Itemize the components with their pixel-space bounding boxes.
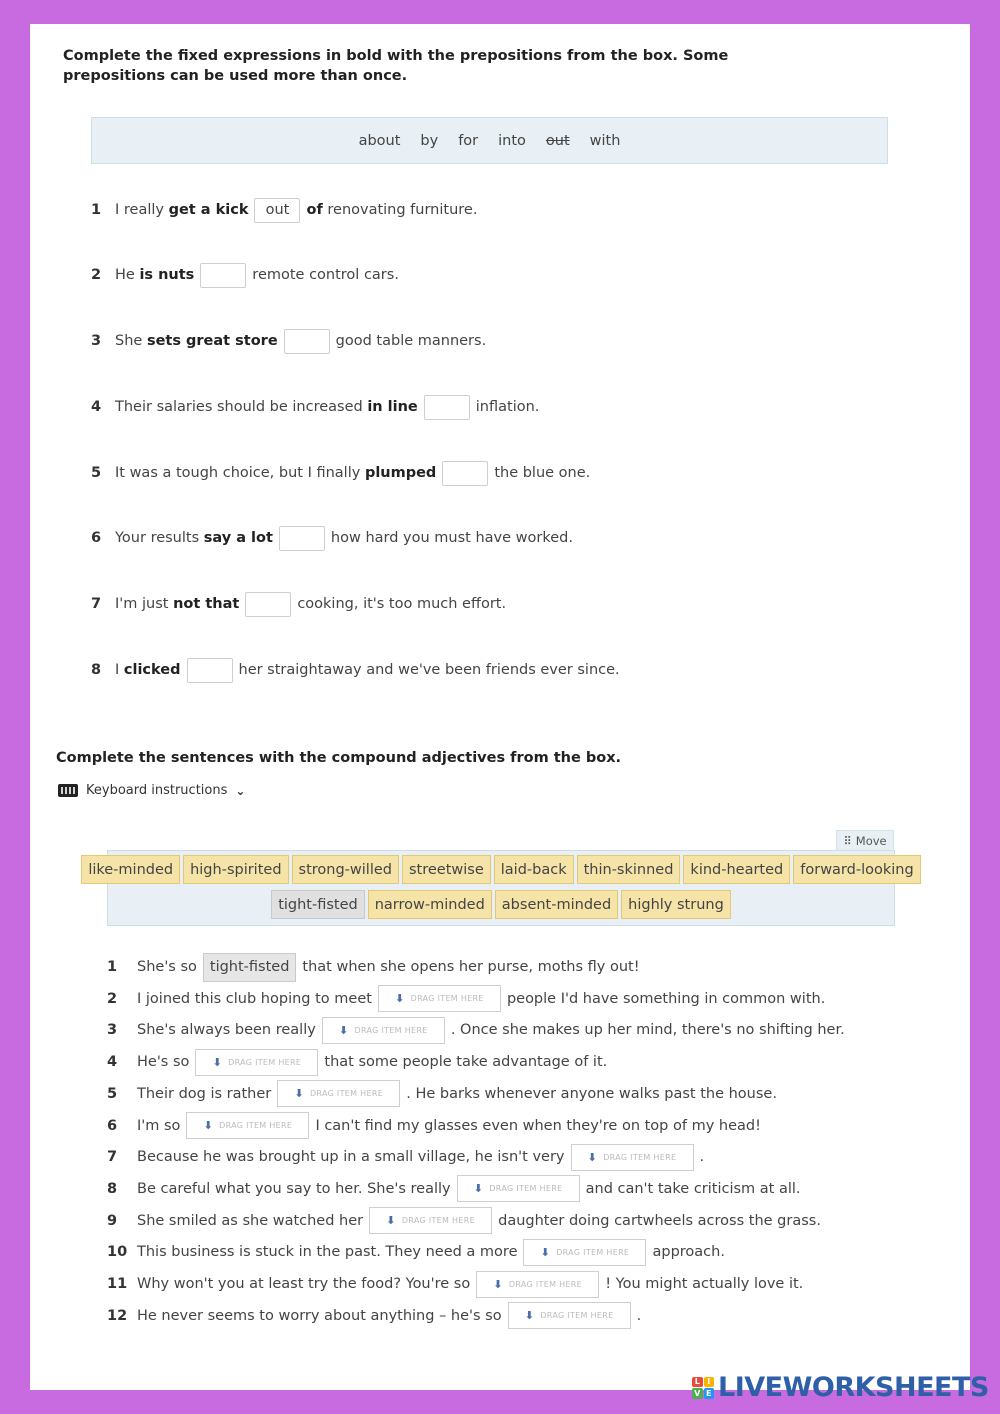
sentence-number: 3 — [107, 1022, 118, 1039]
sentence-number: 1 — [107, 959, 118, 975]
placed-word[interactable]: tight-fisted — [203, 953, 297, 982]
preposition-about: about — [358, 132, 401, 149]
question-row — [91, 196, 477, 224]
sentence-text-before: She's so — [137, 959, 197, 975]
fixed-expression: get a kick — [168, 202, 249, 218]
sentence-row — [107, 953, 640, 981]
question-row — [91, 393, 539, 421]
draggable-word[interactable]: forward-looking — [793, 855, 920, 884]
sentence-text-before: He's so — [137, 1054, 190, 1071]
drop-zone[interactable] — [195, 1049, 318, 1076]
preposition-out: out — [545, 132, 570, 149]
sentence-text-after: . — [636, 1307, 642, 1324]
section2-instruction: Complete the sentences with the compound adjectives from the box. — [56, 750, 622, 766]
drop-zone[interactable] — [508, 1302, 631, 1329]
answer-input[interactable] — [424, 395, 470, 420]
move-handle[interactable] — [836, 830, 894, 852]
sentence-text-before: She's always been really — [137, 1022, 316, 1039]
draggable-word[interactable]: high-spirited — [183, 855, 288, 884]
fixed-expression-end: of — [306, 202, 323, 218]
question-text-before: He — [115, 267, 135, 283]
question-text-before: Your results — [115, 530, 200, 546]
sentence-text-after: I can't find my glasses even when they're on top of my head! — [315, 1117, 761, 1134]
drop-zone[interactable] — [571, 1144, 694, 1171]
question-number: 6 — [91, 530, 102, 546]
download-arrow-icon: ⬇ — [587, 1150, 598, 1164]
answer-input[interactable] — [279, 526, 325, 551]
drop-zone[interactable] — [378, 985, 501, 1012]
sentence-text-after: approach. — [652, 1244, 725, 1261]
adjectives-row-1 — [88, 855, 914, 884]
drop-placeholder: DRAG ITEM HERE — [401, 1216, 475, 1226]
sentence-text-after: . — [699, 1149, 705, 1166]
download-arrow-icon: ⬇ — [473, 1182, 484, 1196]
question-text-before: I'm just — [115, 596, 169, 612]
sentence-text-after: . He barks whenever anyone walks past the house. — [406, 1085, 777, 1102]
drop-placeholder: DRAG ITEM HERE — [309, 1089, 384, 1099]
fixed-expression: in line — [367, 399, 418, 415]
sentence-row — [107, 1207, 821, 1235]
question-text-after: renovating furniture. — [327, 202, 478, 218]
sentence-text-before: This business is stuck in the past. They need a more — [137, 1244, 518, 1261]
sentence-number: 10 — [107, 1244, 128, 1261]
draggable-word[interactable]: streetwise — [402, 855, 491, 884]
sentence-row — [107, 1175, 801, 1203]
download-arrow-icon: ⬇ — [540, 1245, 551, 1259]
question-number: 5 — [91, 465, 102, 481]
sentence-text-before: He never seems to worry about anything – he's so — [137, 1307, 502, 1324]
sentence-row — [107, 1112, 761, 1140]
draggable-word[interactable]: tight-fisted — [271, 890, 365, 919]
section1-instruction: Complete the fixed expressions in bold with the prepositions from the box. Some prepositions can be used more than once. — [63, 48, 729, 84]
sentence-text-after: and can't take criticism at all. — [585, 1180, 801, 1197]
sentence-number: 6 — [107, 1117, 118, 1134]
drop-zone[interactable] — [277, 1080, 400, 1107]
drop-zone[interactable] — [457, 1175, 580, 1202]
draggable-word[interactable]: absent-minded — [495, 890, 618, 919]
preposition-into: into — [498, 132, 526, 149]
fixed-expression: say a lot — [203, 530, 273, 546]
drop-zone[interactable] — [369, 1207, 492, 1234]
sentence-number: 5 — [107, 1085, 118, 1102]
download-arrow-icon: ⬇ — [395, 992, 405, 1006]
question-text-after: good table manners. — [335, 333, 487, 349]
question-number: 3 — [91, 333, 102, 349]
sentence-row — [107, 1270, 803, 1298]
sentence-number: 11 — [107, 1276, 128, 1292]
fixed-expression: plumped — [364, 465, 437, 481]
draggable-word[interactable]: strong-willed — [292, 855, 399, 884]
drop-zone[interactable] — [322, 1017, 445, 1044]
drop-placeholder: DRAG ITEM HERE — [228, 1057, 302, 1067]
question-text-after: remote control cars. — [252, 267, 399, 283]
question-text-after: her straightaway and we've been friends ever since. — [238, 662, 620, 678]
keyboard-instructions-label: Keyboard instructions — [86, 783, 228, 798]
fixed-expression: clicked — [123, 662, 181, 678]
question-number: 1 — [91, 202, 102, 218]
question-text-before: It was a tough choice, but I finally — [115, 465, 361, 481]
question-text-before: Their salaries should be increased — [115, 399, 363, 415]
sentence-text-after: that when she opens her purse, moths fly out! — [302, 959, 640, 975]
sentence-text-before: Why won't you at least try the food? You're so — [137, 1276, 471, 1292]
drop-zone[interactable] — [523, 1239, 646, 1266]
worksheet-page — [30, 24, 970, 1390]
sentence-row — [107, 1048, 607, 1076]
question-row — [91, 327, 486, 355]
fixed-expression: is nuts — [139, 267, 195, 283]
download-arrow-icon: ⬇ — [386, 1214, 396, 1228]
question-text-before: I really — [115, 202, 164, 218]
adjectives-box — [88, 850, 914, 926]
preposition-by: by — [420, 132, 439, 149]
sentence-text-after: that some people take advantage of it. — [324, 1054, 608, 1071]
answer-input[interactable]: out — [254, 198, 300, 223]
drop-placeholder: DRAG ITEM HERE — [508, 1279, 583, 1289]
download-arrow-icon: ⬇ — [493, 1277, 503, 1291]
sentence-number: 4 — [107, 1054, 118, 1071]
sentence-text-after: daughter doing cartwheels across the grass. — [498, 1212, 821, 1229]
question-row — [91, 524, 573, 552]
download-arrow-icon: ⬇ — [294, 1087, 304, 1101]
sentence-text-after: people I'd have something in common with. — [506, 990, 826, 1007]
download-arrow-icon: ⬇ — [338, 1023, 349, 1037]
sentence-text-before: She smiled as she watched her — [137, 1212, 364, 1229]
liveworksheets-logo — [692, 1372, 989, 1403]
sentence-text-before: Because he was brought up in a small village, he isn't very — [137, 1149, 565, 1166]
sentence-number: 7 — [107, 1149, 118, 1166]
question-row — [91, 261, 399, 289]
drop-placeholder: DRAG ITEM HERE — [489, 1184, 563, 1194]
prepositions-box — [91, 117, 888, 164]
drop-placeholder: DRAG ITEM HERE — [556, 1247, 630, 1257]
draggable-word[interactable]: highly strung — [621, 890, 731, 919]
question-text-after: inflation. — [475, 399, 540, 415]
drag-grip-icon: ⠿ — [843, 834, 852, 848]
question-number: 8 — [91, 662, 102, 678]
draggable-word[interactable]: narrow-minded — [368, 890, 492, 919]
sentence-text-after: ! You might actually love it. — [605, 1276, 804, 1292]
sentence-row — [107, 985, 825, 1013]
question-number: 2 — [91, 267, 102, 283]
logo-badge-icon: L I V E — [692, 1377, 714, 1399]
fixed-expression: not that — [173, 596, 240, 612]
adjectives-row-2 — [108, 890, 894, 919]
sentence-row — [107, 1016, 845, 1044]
sentence-number: 2 — [107, 990, 118, 1007]
answer-input[interactable] — [200, 263, 246, 288]
answer-input[interactable] — [442, 461, 488, 486]
draggable-word[interactable]: thin-skinned — [577, 855, 681, 884]
sentence-text-before: I joined this club hoping to meet — [137, 990, 372, 1007]
download-arrow-icon: ⬇ — [212, 1055, 223, 1069]
keyboard-icon — [58, 784, 78, 797]
question-number: 7 — [91, 596, 102, 612]
question-number: 4 — [91, 399, 102, 415]
question-text-after: the blue one. — [494, 465, 591, 481]
sentence-text-after: . Once she makes up her mind, there's no shifting her. — [450, 1022, 845, 1039]
chevron-down-icon: ⌄ — [235, 783, 246, 798]
answer-input[interactable] — [284, 329, 330, 354]
keyboard-instructions-toggle[interactable] — [58, 783, 245, 798]
question-row — [91, 590, 506, 618]
drop-placeholder: DRAG ITEM HERE — [410, 994, 484, 1004]
preposition-for: for — [458, 132, 479, 149]
preposition-with: with — [589, 132, 621, 149]
sentence-text-before: Be careful what you say to her. She's really — [137, 1180, 451, 1197]
drop-placeholder: DRAG ITEM HERE — [603, 1152, 677, 1162]
drop-placeholder: DRAG ITEM HERE — [540, 1311, 614, 1321]
sentence-row — [107, 1302, 641, 1330]
drop-placeholder: DRAG ITEM HERE — [354, 1025, 428, 1035]
brand-name: LIVEWORKSHEETS — [718, 1372, 989, 1403]
sentence-row — [107, 1238, 725, 1266]
drop-zone[interactable] — [186, 1112, 309, 1139]
answer-input[interactable] — [187, 658, 233, 683]
fixed-expression: sets great store — [146, 333, 278, 349]
sentence-text-before: I'm so — [137, 1117, 181, 1134]
question-text-before: I — [115, 662, 120, 678]
sentence-text-before: Their dog is rather — [137, 1085, 272, 1102]
answer-input[interactable] — [245, 592, 291, 617]
drop-placeholder: DRAG ITEM HERE — [219, 1121, 293, 1130]
question-text-after: cooking, it's too much effort. — [297, 596, 507, 612]
question-row — [91, 459, 590, 487]
sentence-row — [107, 1143, 704, 1171]
question-text-before: She — [115, 333, 143, 349]
download-arrow-icon: ⬇ — [203, 1119, 214, 1132]
drop-zone[interactable] — [476, 1271, 599, 1298]
sentence-number: 9 — [107, 1212, 118, 1229]
draggable-word[interactable]: laid-back — [494, 855, 574, 884]
sentence-row — [107, 1080, 777, 1108]
download-arrow-icon: ⬇ — [524, 1309, 535, 1323]
question-row — [91, 656, 620, 684]
move-label: Move — [855, 834, 887, 848]
question-text-after: how hard you must have worked. — [330, 530, 573, 546]
draggable-word[interactable]: kind-hearted — [683, 855, 790, 884]
sentence-number: 12 — [107, 1307, 128, 1324]
sentence-number: 8 — [107, 1180, 118, 1197]
draggable-word[interactable]: like-minded — [81, 855, 180, 884]
